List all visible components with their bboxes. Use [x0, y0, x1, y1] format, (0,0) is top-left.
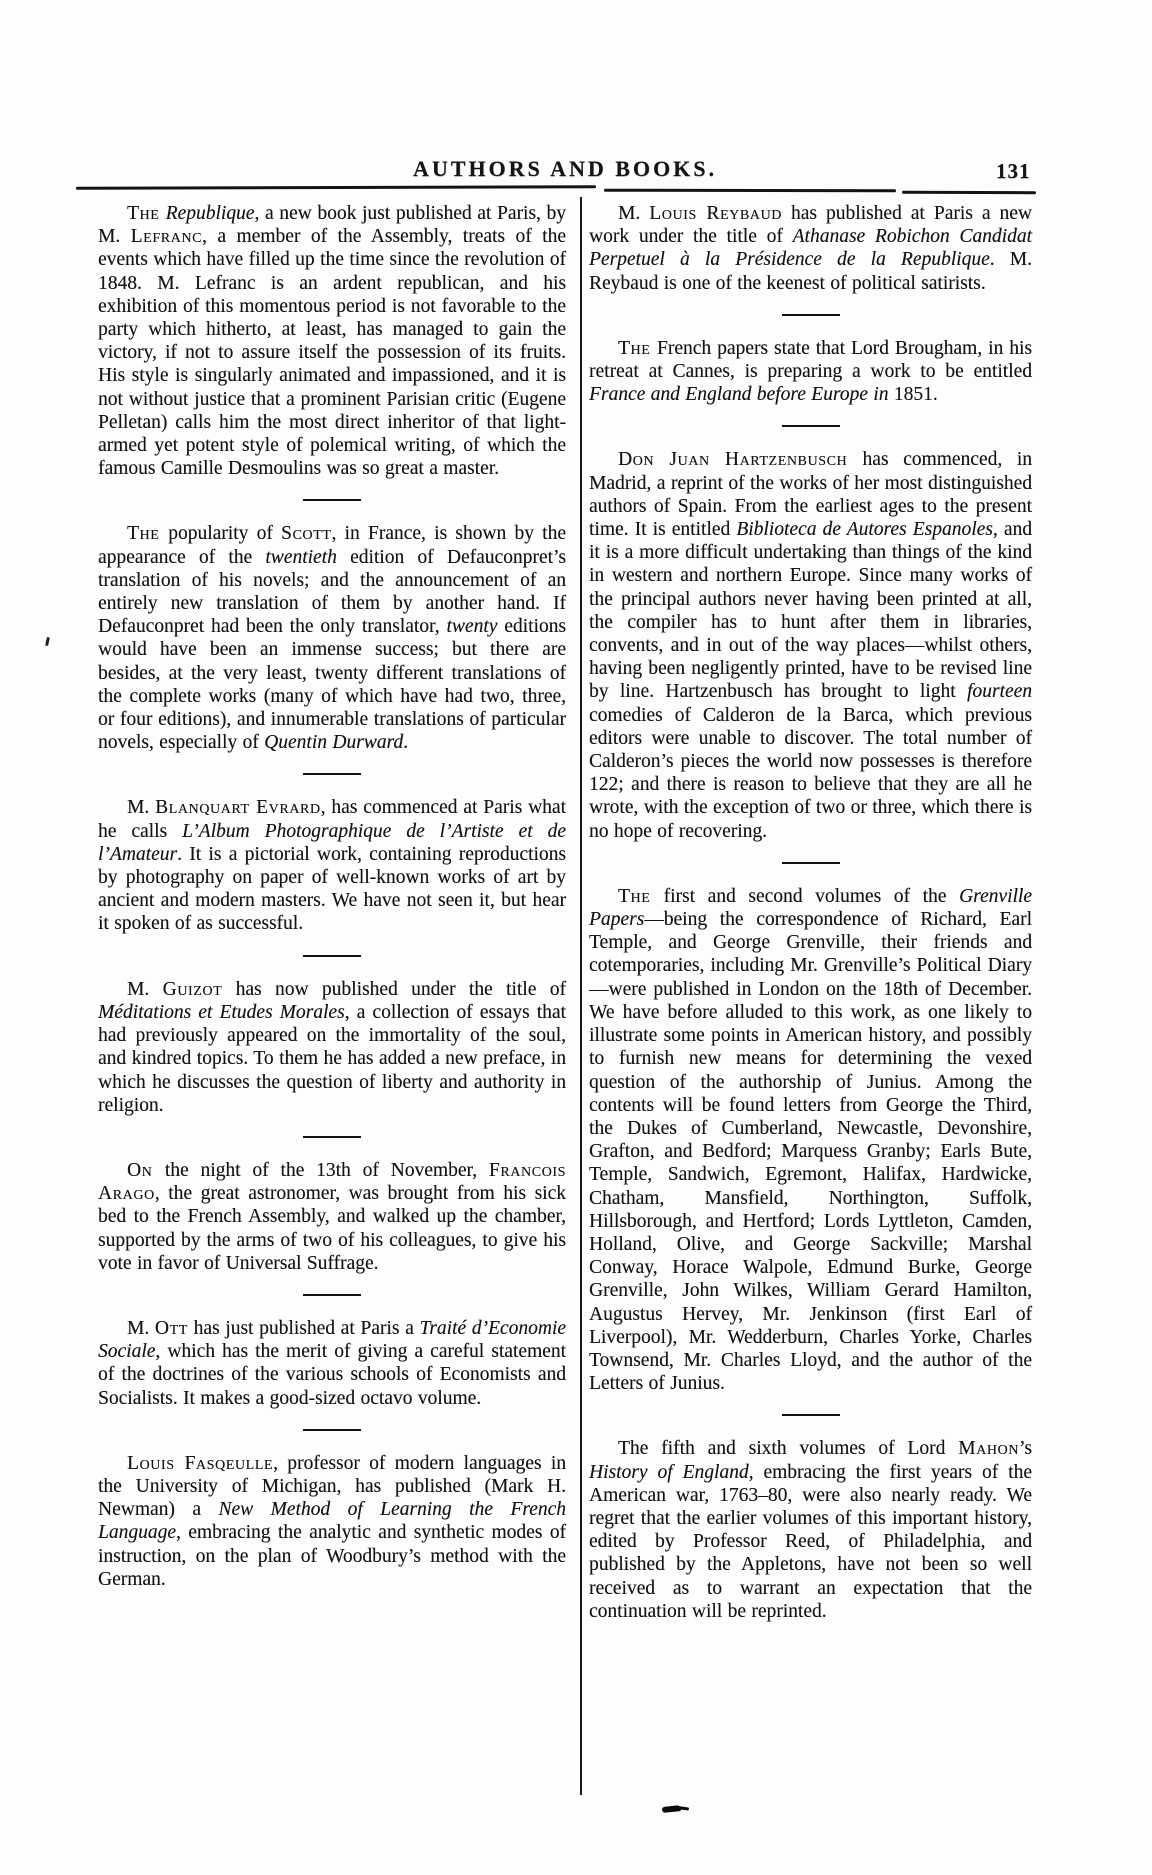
paragraph [98, 1159, 566, 1275]
text-run: The [618, 337, 657, 359]
text-run: , embracing the first years of the American war, 1763–80, were also nearly ready. We regret that the earlier volumes of this important history, edited by Professor Reed, of Philadelphia, and published by the Appletons, have not been so well received as to warrant an expectation that the continuation will be reprinted. [589, 1461, 1032, 1622]
text-run: Traité d’Economie Sociale [98, 1317, 566, 1363]
paragraph [98, 202, 566, 480]
paragraph [589, 337, 1032, 407]
item-separator-rule [782, 862, 840, 864]
text-run: has just published at Paris a [187, 1317, 420, 1339]
text-run: Francois Arago [98, 1159, 566, 1205]
item-separator-rule [303, 1429, 361, 1431]
text-run: , professor of modern languages in the University of Michigan, has published (Mark H. Newman) a [98, 1452, 566, 1521]
text-run: The [127, 523, 169, 545]
ink-speck [45, 637, 50, 646]
text-run: The fifth and sixth volumes of Lord [618, 1438, 959, 1460]
text-run: Athanase Robichon Candidat Perpetuel à la Présidence de la Republique [589, 226, 1032, 271]
text-run: . [403, 732, 408, 754]
text-run: 1851. [893, 384, 938, 406]
text-run: Republique [165, 203, 255, 224]
ink-smudge [662, 1805, 682, 1813]
header-rule-middle-segment [604, 189, 896, 193]
text-run: Louis Reybaud [649, 203, 782, 224]
header-rule-right-segment [902, 191, 1036, 194]
item-separator-rule [303, 499, 361, 501]
item-separator-rule [303, 955, 361, 957]
text-run: France and England before Europe in [589, 384, 894, 406]
text-run: French papers state that Lord Brougham, in his retreat at Cannes, is preparing a work to be entitled [589, 337, 1032, 383]
text-run: , a collection of essays that had previously appeared on the immortality of the soul, and kindred topics. To them he has added a new preface, in which he discusses the question of liberty and authority in religion. [98, 1001, 566, 1116]
paragraph [589, 448, 1032, 842]
text-run: edition of Defauconpret’s translation of his novels; and the announcement of an entirely new translation of them by another hand. If Defauconpret had been the only translator, [98, 546, 566, 638]
header-rule-left-segment [76, 185, 596, 190]
text-run: , embracing the analytic and synthetic modes of instruction, on the plan of Woodbury’s method with the German. [98, 1522, 566, 1590]
item-separator-rule [782, 1414, 840, 1416]
paragraph [98, 522, 566, 754]
page-title: AUTHORS AND BOOKS. [413, 156, 717, 181]
text-run: twentieth [265, 546, 337, 568]
paragraph [589, 1437, 1032, 1623]
text-run: M. [127, 978, 163, 1000]
item-separator-rule [303, 1136, 361, 1138]
text-run: Blanquart Evrard [155, 797, 321, 819]
text-run: Quentin Durward [264, 732, 404, 754]
text-run: , and it is a more difficult undertaking than things of the kind in western and northern Europe. Since many works of the principal authors never having been printed at all, the compiler has to hunt after them in libraries, convents, and in out of the way places—whilst others, having been negligently printed, have to be revised line by line. Hartzenbusch has brought to light [589, 519, 1033, 703]
item-separator-rule [782, 425, 840, 427]
text-run: —being the correspondence of Richard, Earl Temple, and George Grenville, their friends and cotemporaries, including Mr. Grenville’s Political Diary—were published in London on the 18th of December. We have before alluded to this work, as one likely to illustrate some points in American history, and possibly to furnish new means for determining the vexed question of the authorship of Junius. Among the contents will be found letters from George the Third, the Dukes of Cumberland, Newcastle, Devonshire, Grafton, and Bedford; Marquess Granby; Earls Bute, Temple, Sandwich, Egremont, Halifax, Hardwicke, Chatham, Mansfield, Northington, Suffolk, Hillsborough, and Hertford; Lords Lyttleton, Camden, Holland, Olive, and George Sackville; Marshal Conway, Horace Walpole, Edmund Burke, George Grenville, John Wilkes, William Gerard Hamilton, Augustus Hervey, Mr. Jenkinson (first Earl of Liverpool), Mr. Wedderburn, Charles Yorke, Charles Townsend, Mr. Charles Lloyd, and the author of the Letters of Junius. [589, 909, 1032, 1395]
paragraph [589, 885, 1032, 1395]
text-run: the night of the 13th of November, [164, 1159, 489, 1181]
paragraph [98, 796, 566, 935]
paragraph [98, 1317, 566, 1410]
text-run: M. [127, 1317, 155, 1339]
text-run: first and second volumes of the [663, 885, 960, 907]
column-divider [580, 197, 582, 1795]
text-run: The [127, 203, 166, 224]
paragraph [98, 1452, 566, 1591]
text-run: has published at Paris a new work under the title of [589, 203, 1033, 248]
text-run: , which has the merit of giving a careful statement of the doctrines of the various schools of Economists and Socialists. It makes a good-sized octavo volume. [98, 1341, 566, 1409]
text-run: . M. Reybaud is one of the keenest of political satirists. [589, 249, 1032, 294]
text-run: ’s [1018, 1438, 1032, 1460]
text-run: twenty [446, 616, 498, 638]
text-run: Biblioteca de Autores Espanoles [736, 519, 993, 541]
text-run: . It is a pictorial work, containing reproductions by photography on paper of well-known works of art by ancient and modern masters. We have not seen it, but hear it spoken of as successful. [98, 843, 566, 935]
text-run: L’Album Photographique de l’Artiste et de l’Amateur [98, 820, 567, 865]
text-run: On [127, 1159, 165, 1181]
right-column [589, 202, 1032, 1623]
text-run: Grenville Papers [589, 885, 1032, 931]
text-run: New Method of Learning the French Language [98, 1499, 566, 1544]
text-run: M. [618, 203, 650, 224]
text-run: popularity of [168, 523, 282, 545]
page-number: 131 [996, 159, 1031, 183]
text-run: M. [127, 797, 156, 819]
text-run: Louis Fasqeulle [127, 1452, 274, 1474]
text-run: Mahon [958, 1438, 1019, 1460]
text-run: has now published under the title of [222, 978, 566, 1000]
paragraph [98, 978, 566, 1117]
text-run: fourteen [967, 681, 1032, 703]
text-run: has commenced, in Madrid, a reprint of the works of her most distinguished authors of Spain. From the earliest ages to the present time. It is entitled [589, 449, 1033, 541]
item-separator-rule [782, 314, 840, 316]
text-run: The [618, 885, 664, 907]
text-run: Ott [154, 1317, 188, 1339]
text-run: , the great astronomer, was brought from his sick bed to the French Assembly, and walked up the chamber, supported by the arms of two of his colleagues, to give his vote in favor of Universal Suffrage. [98, 1183, 566, 1274]
text-run: Scott [281, 523, 332, 545]
text-run: , in France, is shown by the appearance of the [98, 523, 566, 568]
text-run: Guizot [162, 978, 223, 1000]
text-run: comedies of Calderon de la Barca, which previous editors were unable to discover. The total number of Calderon’s pieces the world now possesses is therefore 122; and there is reason to believe that they are all he wrote, with the exception of two or three, which there is no hope of recovering. [589, 704, 1032, 842]
text-run: , has commenced at Paris what he calls [98, 797, 566, 842]
left-column [98, 202, 566, 1591]
text-run: Méditations et Etudes Morales [98, 1001, 345, 1023]
text-run: Lefranc [130, 226, 203, 248]
text-run: Don Juan Hartzenbusch [618, 449, 863, 471]
item-separator-rule [303, 773, 361, 775]
text-run: , a member of the Assembly, treats of the events which have filled up the time since the revolution of 1848. M. Lefranc is an ardent republican, and his exhibition of this momentous period is not favorable to the party which hitherto, at least, has managed to gain the victory, if not to assure itself the possession of its fruits. His style is singularly animated and impassioned, and it is not without justice that a prominent Parisian critic (Eugene Pelletan) calls him the most direct inheritor of that light-armed yet potent style of polemical writing, of which the famous Camille Desmoulins was so great a master. [98, 226, 566, 480]
item-separator-rule [303, 1294, 361, 1296]
text-run: History of England [589, 1461, 749, 1483]
text-run: editions would have been an immense success; but there are besides, at the very least, twenty different translations of the complete works (many of which have had two, three, or four editions), and innumerable translations of particular novels, especially of [98, 616, 567, 754]
paragraph [589, 202, 1032, 295]
text-run: , a new book just published at Paris, by M. [98, 203, 567, 248]
